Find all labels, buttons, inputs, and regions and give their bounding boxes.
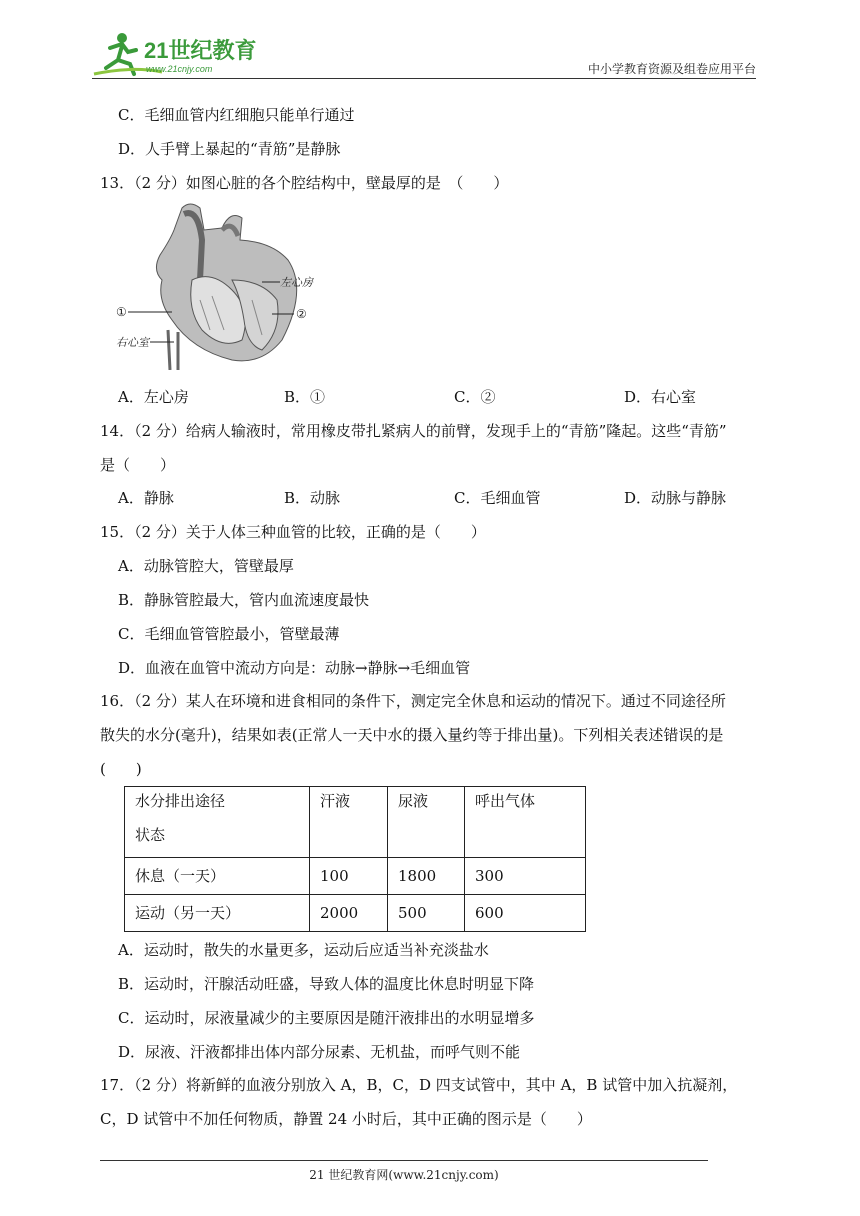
q15-option-a: A．动脉管腔大，管壁最厚 [118, 557, 294, 575]
q13-option-c: C．② [454, 388, 496, 406]
table-row [125, 895, 586, 932]
row-state-rest: 休息（一天） [125, 858, 310, 895]
heart-illustration [156, 204, 296, 370]
q14-option-c: C．毛细血管 [454, 489, 541, 507]
q14-option-a: A．静脉 [118, 489, 174, 507]
cell-rest-breath: 300 [465, 858, 586, 895]
label-right-ventricle: 右心室 [116, 336, 149, 349]
table-header-row [125, 787, 586, 858]
cell-exercise-urine: 500 [388, 895, 465, 932]
cell-exercise-breath: 600 [465, 895, 586, 932]
footer-text: 21 世纪教育网(www.21cnjy.com) [309, 1168, 499, 1182]
q14-stem-line1: 14．（2 分）给病人输液时，常用橡皮带扎紧病人的前臂，发现手上的“青筋”隆起。这些“青筋” [100, 422, 727, 440]
q12-option-d: D．人手臂上暴起的“青筋”是静脉 [118, 140, 341, 158]
table-corner-cell [125, 787, 310, 858]
platform-title: 中小学教育资源及组卷应用平台 [587, 62, 756, 76]
header-divider [92, 78, 756, 79]
heart-diagram [112, 200, 322, 370]
water-loss-table [124, 786, 586, 932]
table-row [125, 858, 586, 895]
q17-stem-line2: C，D 试管中不加任何物质，静置 24 小时后，其中正确的图示是（ ） [100, 1110, 592, 1128]
label-mark-1: ① [116, 305, 127, 319]
q16-option-d: D．尿液、汗液都排出体内部分尿素、无机盐，而呼气则不能 [118, 1043, 521, 1061]
q12-option-c: C．毛细血管内红细胞只能单行通过 [118, 106, 355, 124]
header-sweat: 汗液 [310, 787, 388, 858]
q14-options [118, 488, 758, 508]
q16-option-a: A．运动时，散失的水量更多，运动后应适当补充淡盐水 [118, 941, 489, 959]
q16-option-b: B．运动时，汗腺活动旺盛，导致人体的温度比休息时明显下降 [118, 975, 535, 993]
cell-rest-sweat: 100 [310, 858, 388, 895]
q15-option-b: B．静脉管腔最大，管内血流速度最快 [118, 591, 370, 609]
q17-stem-line1: 17．（2 分）将新鲜的血液分别放入 A，B，C，D 四支试管中，其中 A，B 试管中加入抗凝剂， [100, 1076, 738, 1094]
q13-option-d: D．右心室 [624, 388, 697, 406]
logo-text: 21世纪教育 [144, 38, 257, 63]
q13-option-b: B．① [284, 388, 326, 406]
header-urine: 尿液 [388, 787, 465, 858]
q13-options [118, 387, 758, 407]
label-mark-2: ② [296, 307, 307, 321]
site-logo [92, 30, 262, 80]
q14-option-d: D．动脉与静脉 [624, 489, 727, 507]
footer-divider [100, 1160, 708, 1161]
label-left-atrium: 左心房 [280, 276, 313, 289]
q15-option-d: D．血液在血管中流动方向是：动脉→静脉→毛细血管 [118, 659, 471, 677]
q16-option-c: C．运动时，尿液量减少的主要原因是随汗液排出的水明显增多 [118, 1009, 535, 1027]
cell-exercise-sweat: 2000 [310, 895, 388, 932]
q14-option-b: B．动脉 [284, 489, 341, 507]
corner-label-state: 状态 [135, 826, 166, 844]
q16-stem-line2: 散失的水分(毫升)，结果如表(正常人一天中水的摄入量约等于排出量)。下列相关表述错误的是 [100, 726, 724, 744]
q16-stem-line3: ( ) [100, 760, 142, 778]
q15-stem: 15．（2 分）关于人体三种血管的比较，正确的是（ ） [100, 523, 486, 541]
row-state-exercise: 运动（另一天） [125, 895, 310, 932]
header-breath: 呼出气体 [465, 787, 586, 858]
q14-stem-line2: 是（ ） [100, 456, 176, 474]
q15-option-c: C．毛细血管管腔最小，管壁最薄 [118, 625, 340, 643]
logo-url: www.21cnjy.com [146, 64, 213, 74]
cell-rest-urine: 1800 [388, 858, 465, 895]
corner-label-route: 水分排出途径 [135, 792, 226, 810]
q13-stem: 13．（2 分）如图心脏的各个腔结构中，壁最厚的是 （ ） [100, 174, 509, 192]
q16-stem-line1: 16．（2 分）某人在环境和进食相同的条件下，测定完全休息和运动的情况下。通过不同途径所 [100, 692, 726, 710]
q13-option-a: A．左心房 [118, 388, 189, 406]
